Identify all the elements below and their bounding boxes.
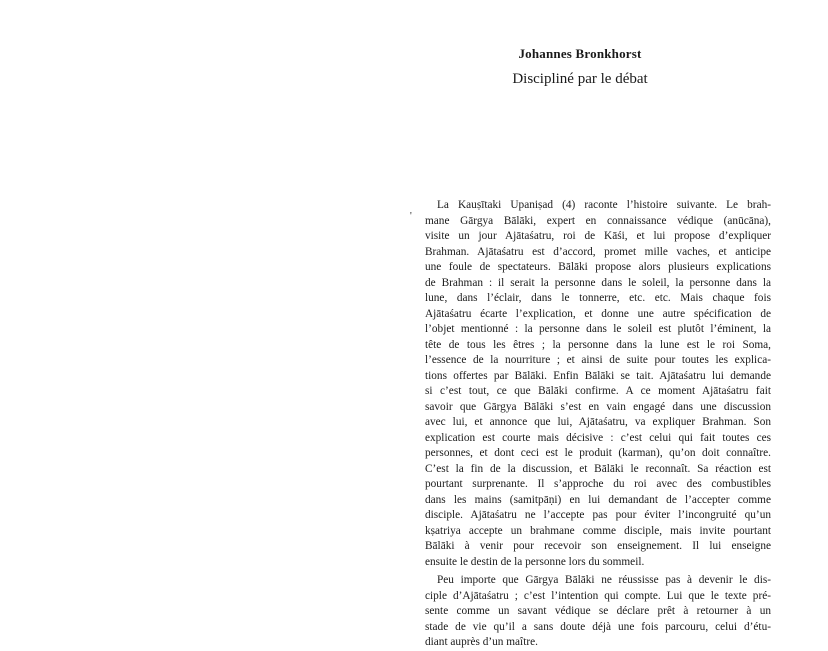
text-line: personnes, et dont ceci est le produit (karman), qu’on doit connaître. <box>425 447 771 459</box>
text-line: ciple d’Ajātaśatru ; c’est l’intention qui compte. Lui que le texte pré- <box>425 589 771 602</box>
text-line: avec lui, et annonce que lui, Ajātaśatru, va expliquer Brahman. Son <box>425 416 771 428</box>
text-line: disciple. Ajātaśatru ne l’accepte pas pour éviter l’incongruité qu’un <box>425 509 771 521</box>
text-line: une foule de spectateurs. Bālāki propose alors plusieurs explications <box>425 261 771 273</box>
text-line: Bālāki à venir pour recevoir son enseignement. Il lui enseigne <box>425 540 771 552</box>
text-line: Peu importe que Gārgya Bālāki ne réussisse pas à devenir le dis- <box>437 574 771 586</box>
stray-mark: ' <box>410 211 412 222</box>
text-line: tions offertes par Bālāki. Enfin Bālāki se tait. Ajātaśatru lui demande <box>425 369 771 382</box>
text-line: Brahman. Ajātaśatru est d’accord, promet mille vaches, et anticipe <box>425 245 771 258</box>
text-line: l’essence de la nourriture ; et ainsi de suite pour toutes les explica- <box>425 354 771 366</box>
paragraph <box>425 198 771 570</box>
text-line: C’est la fin de la discussion, et Bālāki le reconnaît. Sa réaction est <box>425 462 771 475</box>
text-line: pourtant surprenante. Il s’approche du roi avec des combustibles <box>425 478 771 490</box>
text-line: l’objet mentionné : la personne dans le soleil est plutôt l’éminent, la <box>425 323 771 335</box>
text-line: de Brahman : il serait la personne dans le soleil, la personne dans la <box>425 276 771 289</box>
text-line: savoir que Gārgya Bālāki s’est en vain engagé dans une discussion <box>425 400 771 413</box>
text-line: stade de vie qu’il a sans doute déjà une fois parcouru, celui d’étu- <box>425 620 771 633</box>
body-text <box>425 198 771 651</box>
text-line: visite un jour Ajātaśatru, roi de Kāśi, et lui propose d’expliquer <box>425 230 771 242</box>
author-name: Johannes Bronkhorst <box>518 46 642 61</box>
text-line: dans les mains (samitpāṇi) en lui demandant de l’accepter comme <box>425 493 771 506</box>
text-line: lune, dans l’éclair, dans le tonnerre, etc. etc. Mais chaque fois <box>425 292 771 304</box>
text-line: ensuite le destin de la personne lors du sommeil. <box>425 555 645 568</box>
text-line: mane Gārgya Bālāki, expert en connaissance védique (anūcāna), <box>425 214 771 227</box>
text-line: diant auprès d’un maître. <box>425 636 538 648</box>
text-line: Ajātaśatru écarte l’explication, et donne une autre spécification de <box>425 307 771 320</box>
article-title: Discipliné par le débat <box>512 71 648 87</box>
text-line: tête de tous les êtres ; la personne dans la lune est le roi Soma, <box>425 338 771 351</box>
text-line: si c’est tout, ce que Bālāki confirme. A ce moment Ajātaśatru fait <box>425 385 771 397</box>
text-line: sente comme un savant védique se déclare prêt à retourner à un <box>425 605 771 617</box>
text-line: explication est courte mais décisive : c’est celui qui fait toutes ces <box>425 431 771 444</box>
text-line: kṣatriya accepte un brahmane comme disciple, mais invite pourtant <box>425 524 771 537</box>
text-line: La Kauṣītaki Upaniṣad (4) raconte l’histoire suivante. Le brah- <box>437 199 771 211</box>
